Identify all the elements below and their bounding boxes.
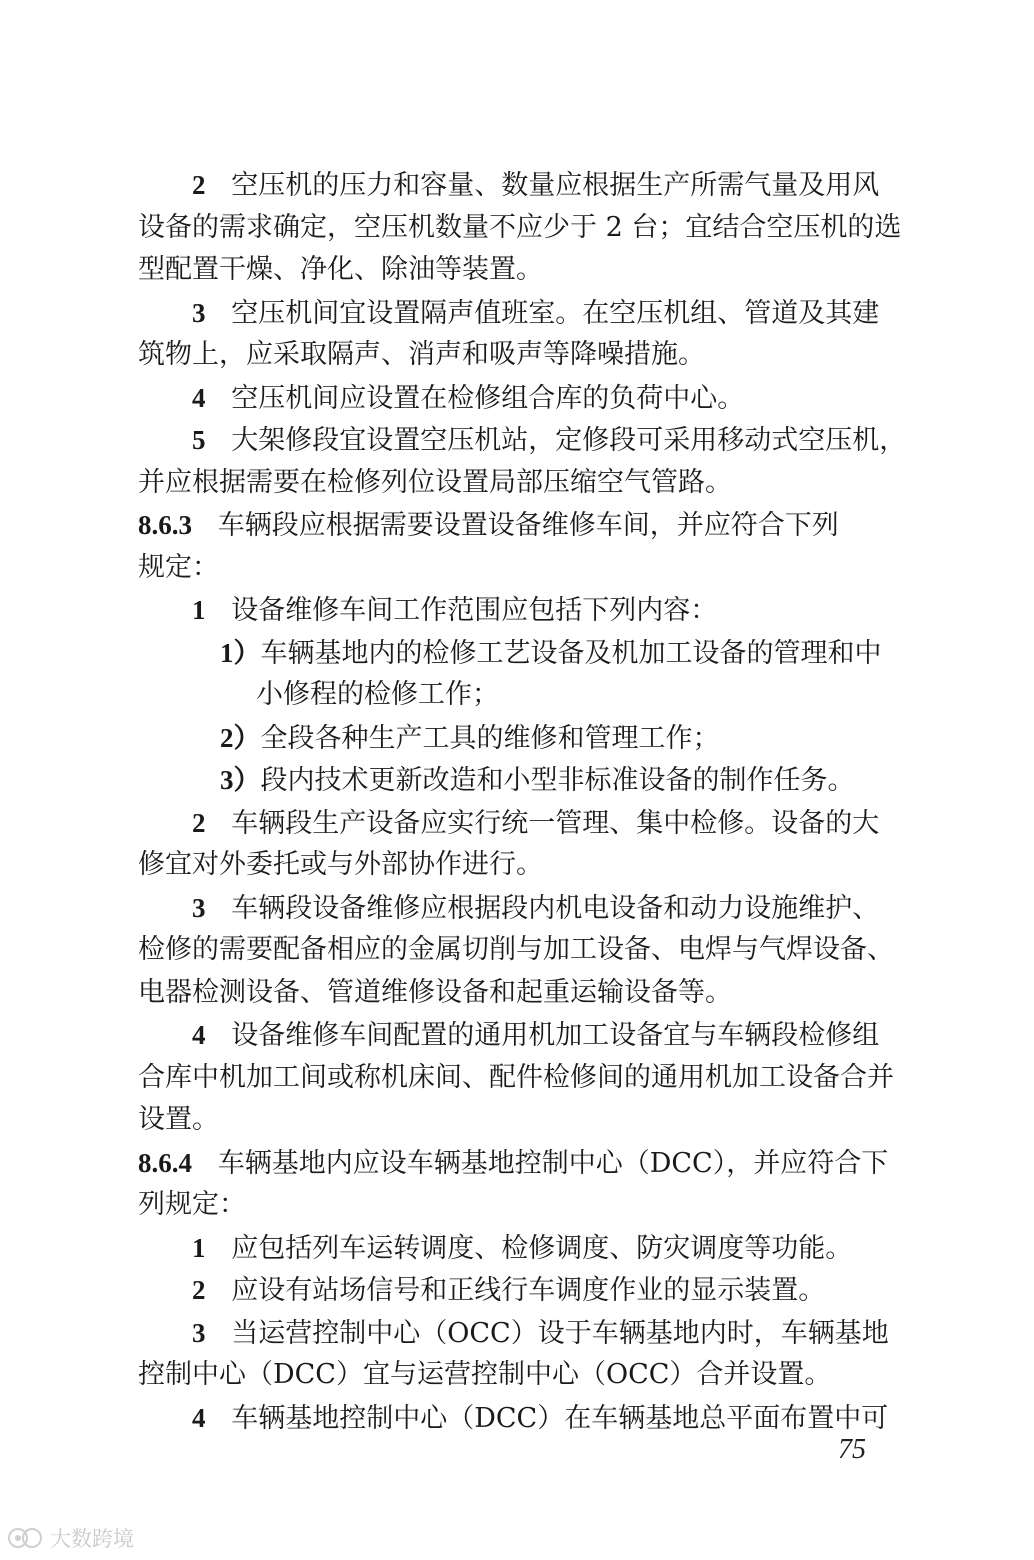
watermark-text: 大数跨境 [50, 1527, 134, 1551]
item-number: 4 [192, 1403, 206, 1433]
paragraph-line [138, 336, 705, 374]
line-text: 设备的需求确定，空压机数量不应少于 2 台；宜结合空压机的选 [138, 212, 902, 243]
paragraph-line [192, 1271, 825, 1310]
line-text: 全段各种生产工具的维修和管理工作； [260, 723, 720, 754]
paragraph-line [192, 421, 906, 460]
item-number: 4 [192, 1020, 206, 1050]
sub-item-number: 2） [220, 723, 261, 753]
line-text: 型配置干燥、净化、除油等装置。 [138, 254, 543, 285]
line-text: 车辆段应根据需要设置设备维修车间，并应符合下列 [217, 510, 839, 541]
line-text: 大架修段宜设置空压机站，定修段可采用移动式空压机， [231, 425, 907, 456]
paragraph-line [138, 549, 219, 587]
paragraph-line [192, 889, 879, 928]
clause-heading-line [138, 1144, 888, 1183]
line-text: 修宜对外委托或与外部协作进行。 [138, 849, 543, 880]
line-text: 小修程的检修工作； [256, 679, 499, 710]
item-number: 3 [192, 1318, 206, 1348]
sub-item-line [256, 676, 499, 714]
paragraph-line [138, 251, 543, 289]
paragraph-line [138, 1186, 246, 1224]
sub-item-number: 3） [220, 765, 261, 795]
line-text: 合库中机加工间或称机床间、配件检修间的通用机加工设备合并 [138, 1062, 894, 1093]
paragraph-line [138, 209, 901, 247]
line-text: 空压机间宜设置隔声值班室。在空压机组、管道及其建 [231, 298, 880, 329]
line-text: 空压机的压力和容量、数量应根据生产所需气量及用风 [231, 170, 880, 201]
line-text: 车辆基地控制中心（DCC）在车辆基地总平面布置中可 [231, 1403, 889, 1434]
sub-item-number: 1） [220, 638, 261, 668]
paragraph-line [138, 1356, 831, 1394]
line-text: 空压机间应设置在检修组合库的负荷中心。 [231, 383, 745, 414]
item-number: 1 [192, 595, 206, 625]
paragraph-line [192, 1314, 889, 1353]
line-text: 车辆基地内的检修工艺设备及机加工设备的管理和中 [260, 638, 882, 669]
paragraph-line [138, 974, 732, 1012]
line-text: 当运营控制中心（OCC）设于车辆基地内时，车辆基地 [231, 1318, 889, 1349]
line-text: 并应根据需要在检修列位设置局部压缩空气管路。 [138, 467, 732, 498]
paragraph-line [192, 1229, 852, 1268]
line-text: 车辆段设备维修应根据段内机电设备和动力设施维护、 [231, 893, 880, 924]
item-number: 3 [192, 893, 206, 923]
paragraph-line [192, 804, 879, 843]
item-number: 2 [192, 808, 206, 838]
page-number: 75 [838, 1434, 866, 1465]
line-text: 规定： [138, 552, 219, 583]
item-number: 5 [192, 425, 206, 455]
line-text: 电器检测设备、管道维修设备和起重运输设备等。 [138, 977, 732, 1008]
item-number: 2 [192, 170, 206, 200]
paragraph-line [192, 379, 744, 418]
paragraph-line [192, 1016, 879, 1055]
line-text: 设备维修车间配置的通用机加工设备宜与车辆段检修组 [231, 1020, 880, 1051]
paragraph-line [192, 591, 717, 630]
item-number: 1 [192, 1233, 206, 1263]
line-text: 车辆段生产设备应实行统一管理、集中检修。设备的大 [231, 808, 880, 839]
paragraph-line [192, 166, 879, 205]
item-number: 2 [192, 1275, 206, 1305]
line-text: 控制中心（DCC）宜与运营控制中心（OCC）合并设置。 [138, 1359, 832, 1390]
line-text: 设备维修车间工作范围应包括下列内容： [231, 595, 718, 626]
line-text: 设置。 [138, 1104, 219, 1135]
item-number: 3 [192, 298, 206, 328]
line-text: 筑物上，应采取隔声、消声和吸声等降噪措施。 [138, 339, 705, 370]
paragraph-line [138, 464, 732, 502]
sub-item-line [220, 761, 855, 800]
paragraph-line [192, 1399, 888, 1438]
paragraph-line [138, 846, 543, 884]
paragraph-line [138, 1059, 894, 1097]
watermark-logo-icon [6, 1525, 46, 1551]
clause-number: 8.6.4 [138, 1148, 192, 1178]
line-text: 应包括列车运转调度、检修调度、防灾调度等功能。 [231, 1233, 853, 1264]
line-text: 段内技术更新改造和小型非标准设备的制作任务。 [260, 765, 855, 796]
sub-item-line [220, 634, 882, 673]
sub-item-line [220, 719, 720, 758]
line-text: 列规定： [138, 1189, 246, 1220]
line-text: 车辆基地内应设车辆基地控制中心（DCC），并应符合下 [217, 1148, 889, 1179]
clause-heading-line [138, 506, 839, 545]
paragraph-line [192, 294, 879, 333]
watermark [6, 1523, 134, 1553]
line-text: 应设有站场信号和正线行车调度作业的显示装置。 [231, 1275, 826, 1306]
line-text: 检修的需要配备相应的金属切削与加工设备、电焊与气焊设备、 [138, 934, 894, 965]
paragraph-line [138, 931, 894, 969]
paragraph-line [138, 1101, 219, 1139]
item-number: 4 [192, 383, 206, 413]
clause-number: 8.6.3 [138, 510, 192, 540]
